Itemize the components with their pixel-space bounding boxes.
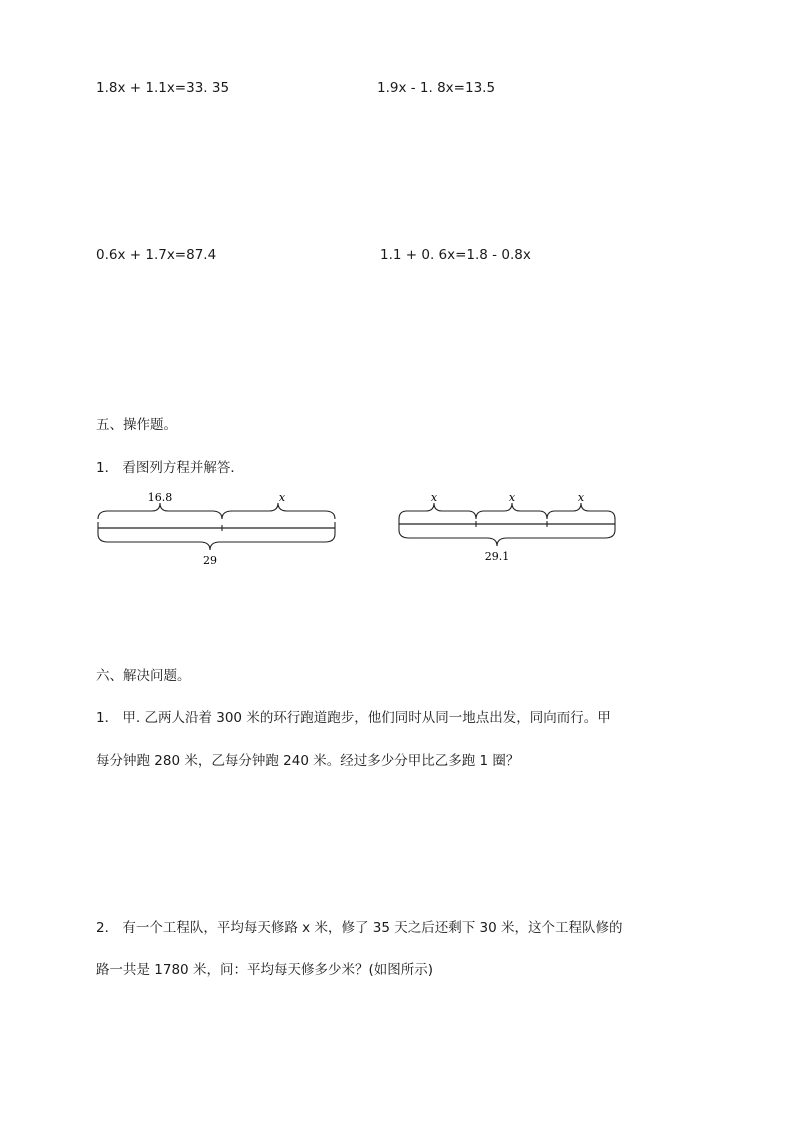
bar-diagram-2 xyxy=(392,492,622,576)
label-29: 29 xyxy=(203,554,217,567)
equation-4: 1.1 + 0. 6x=1.8 - 0.8x xyxy=(380,247,531,263)
equation-3: 0.6x + 1.7x=87.4 xyxy=(96,247,217,263)
section-5-title: 五、操作题。 xyxy=(96,417,177,433)
section-6-q2-line2: 路一共是 1780 米，问：平均每天修多少米？(如图所示) xyxy=(96,962,433,978)
section-6-q1-line1: 1． 甲. 乙两人沿着 300 米的环行跑道跑步，他们同时从同一地点出发，同向而行。甲 xyxy=(96,710,611,726)
brace-top-right xyxy=(222,503,335,519)
section-6-title: 六、解决问题。 xyxy=(96,668,191,684)
brace-top-left xyxy=(98,503,222,519)
equation-2: 1.9x - 1. 8x=13.5 xyxy=(377,80,496,96)
brace-top-3 xyxy=(547,503,615,519)
label-x-2: x xyxy=(508,492,516,504)
label-29-1: 29.1 xyxy=(484,550,510,563)
brace-bottom xyxy=(399,530,615,546)
label-x-1: x xyxy=(430,492,438,504)
brace-bottom xyxy=(98,534,335,550)
section-6-q2-line1: 2． 有一个工程队，平均每天修路 x 米，修了 35 天之后还剩下 30 米，这个工程队修的 xyxy=(96,920,623,936)
brace-top-2 xyxy=(476,503,547,519)
brace-top-1 xyxy=(399,503,476,519)
section-5-question-1: 1． 看图列方程并解答． xyxy=(96,460,244,476)
section-6-q1-line2: 每分钟跑 280 米，乙每分钟跑 240 米。经过多少分甲比乙多跑 1 圈？ xyxy=(96,753,520,769)
label-x-3: x xyxy=(577,492,585,504)
equation-1: 1.8x + 1.1x=33. 35 xyxy=(96,80,230,96)
label-16-8: 16.8 xyxy=(147,492,173,504)
label-x: x xyxy=(278,492,286,504)
bar-diagram-1 xyxy=(92,492,342,576)
